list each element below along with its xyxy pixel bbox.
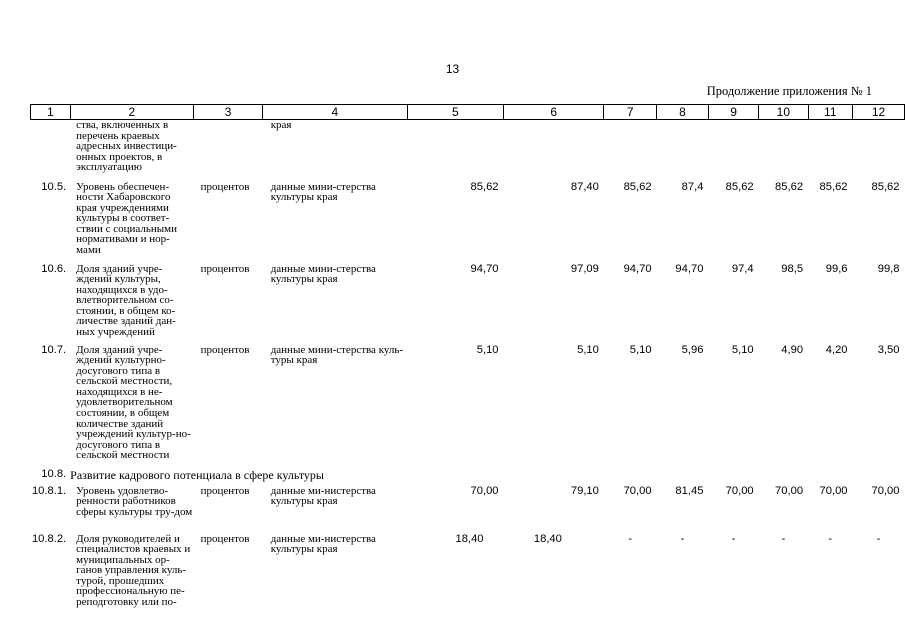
- value-cell: 85,62: [819, 180, 848, 193]
- value-cell: 18,40: [533, 532, 562, 545]
- value-cell: 94,70: [675, 262, 704, 275]
- value-cell: 94,70: [470, 262, 499, 275]
- row-number: 10.8.2.: [31, 532, 67, 545]
- unit-text: процентов: [200, 484, 250, 497]
- value-cell: 4,20: [825, 343, 848, 356]
- row-number: 10.8.1.: [31, 484, 67, 497]
- value-cell: -: [680, 532, 685, 545]
- table-row: [31, 345, 905, 469]
- column-header: 6: [504, 105, 604, 120]
- column-header: 9: [708, 105, 758, 120]
- value-cell: 99,8: [877, 262, 900, 275]
- continuation-label: Продолжение приложения № 1: [706, 84, 872, 98]
- table-row: [31, 264, 905, 345]
- column-header: 4: [263, 105, 407, 120]
- unit-text: процентов: [200, 262, 250, 275]
- column-header: 11: [808, 105, 852, 120]
- value-cell: -: [828, 532, 833, 545]
- page-number: 13: [445, 62, 460, 76]
- value-cell: 5,96: [681, 343, 704, 356]
- column-header: 2: [70, 105, 193, 120]
- source-text: данные мини-стерства культуры края: [270, 262, 376, 286]
- value-cell: 5,10: [629, 343, 652, 356]
- unit-text: процентов: [200, 180, 250, 193]
- source-text: данные ми-нистерства культуры края: [270, 532, 376, 556]
- indicator-text: Доля зданий учре-ждений культуры, находящихся в удо-влетворительном со-стоянии, в общем ко-личестве зданий дан-ных учреждений: [76, 262, 176, 339]
- source-text: данные ми-нистерства культуры края: [270, 484, 376, 508]
- value-cell: 18,40: [455, 532, 484, 545]
- value-cell: 85,62: [871, 180, 900, 193]
- value-cell: -: [781, 532, 786, 545]
- value-cell: 5,10: [731, 343, 754, 356]
- value-cell: 70,00: [725, 484, 754, 497]
- source-text: данные мини-стерства куль-туры края: [270, 343, 404, 367]
- value-cell: 98,5: [781, 262, 804, 275]
- value-cell: 94,70: [623, 262, 652, 275]
- indicator-text: Доля зданий учре-ждений культурно-досугового типа в сельской местности, находящихся в не-удовлетворительном состоянии, в общем количестве зданий учреждений культур-но-досугового типа в сельской местности: [76, 343, 191, 462]
- value-cell: 70,00: [470, 484, 499, 497]
- value-cell: 81,45: [675, 484, 704, 497]
- source-text: данные мини-стерства культуры края: [270, 180, 376, 204]
- section-row: [31, 469, 905, 486]
- column-header: 1: [31, 105, 71, 120]
- value-cell: -: [876, 532, 881, 545]
- column-header: 12: [853, 105, 905, 120]
- value-cell: 87,4: [681, 180, 704, 193]
- indicator-text: ства, включенных в перечень краевых адресных инвестици-онных проектов, в эксплуатацию: [76, 119, 177, 174]
- value-cell: -: [628, 532, 633, 545]
- unit-text: процентов: [200, 343, 250, 356]
- value-cell: 97,09: [570, 262, 599, 275]
- indicator-text: Уровень обеспечен-ности Хабаровского края учреждениями культуры в соответ-ствии с социальными нормативами и нор-мами: [76, 180, 177, 257]
- value-cell: 5,10: [476, 343, 499, 356]
- value-cell: 70,00: [623, 484, 652, 497]
- row-number: 10.6.: [41, 262, 67, 275]
- column-header: 7: [604, 105, 657, 120]
- indicator-text: Доля руководителей и специалистов краевых и муниципальных ор-ганов управления куль-турой, прошедших профессиональную пе-реподготовку или по-: [76, 532, 191, 609]
- table-row-fragment: [31, 120, 905, 182]
- value-cell: 70,00: [775, 484, 804, 497]
- value-cell: 99,6: [825, 262, 848, 275]
- indicator-text: Уровень удовлетво-ренности работников сферы культуры тру-дом: [76, 484, 193, 518]
- value-cell: 5,10: [577, 343, 599, 356]
- value-cell: 79,10: [570, 484, 599, 497]
- value-cell: 4,90: [781, 343, 804, 356]
- row-number: 10.7.: [41, 343, 67, 356]
- value-cell: 70,00: [871, 484, 900, 497]
- column-header: 8: [657, 105, 709, 120]
- indicators-table: [30, 104, 905, 614]
- value-cell: -: [731, 532, 736, 545]
- value-cell: 97,4: [731, 262, 754, 275]
- value-cell: 87,40: [570, 180, 599, 193]
- unit-text: процентов: [200, 532, 250, 545]
- source-text: края: [270, 119, 292, 131]
- column-header: 5: [407, 105, 503, 120]
- section-number: 10.8.: [41, 467, 67, 480]
- row-number: 10.5.: [41, 180, 67, 193]
- value-cell: 70,00: [819, 484, 848, 497]
- column-header: 10: [759, 105, 808, 120]
- value-cell: 85,62: [623, 180, 652, 193]
- header-row: [31, 105, 905, 120]
- column-header: 3: [194, 105, 263, 120]
- value-cell: 3,50: [877, 343, 900, 356]
- section-title: Развитие кадрового потенциала в сфере культуры: [70, 467, 324, 482]
- value-cell: 85,62: [725, 180, 754, 193]
- value-cell: 85,62: [775, 180, 804, 193]
- table-row: [31, 534, 905, 614]
- table-row: [31, 182, 905, 264]
- value-cell: 85,62: [470, 180, 499, 193]
- table-row: [31, 486, 905, 534]
